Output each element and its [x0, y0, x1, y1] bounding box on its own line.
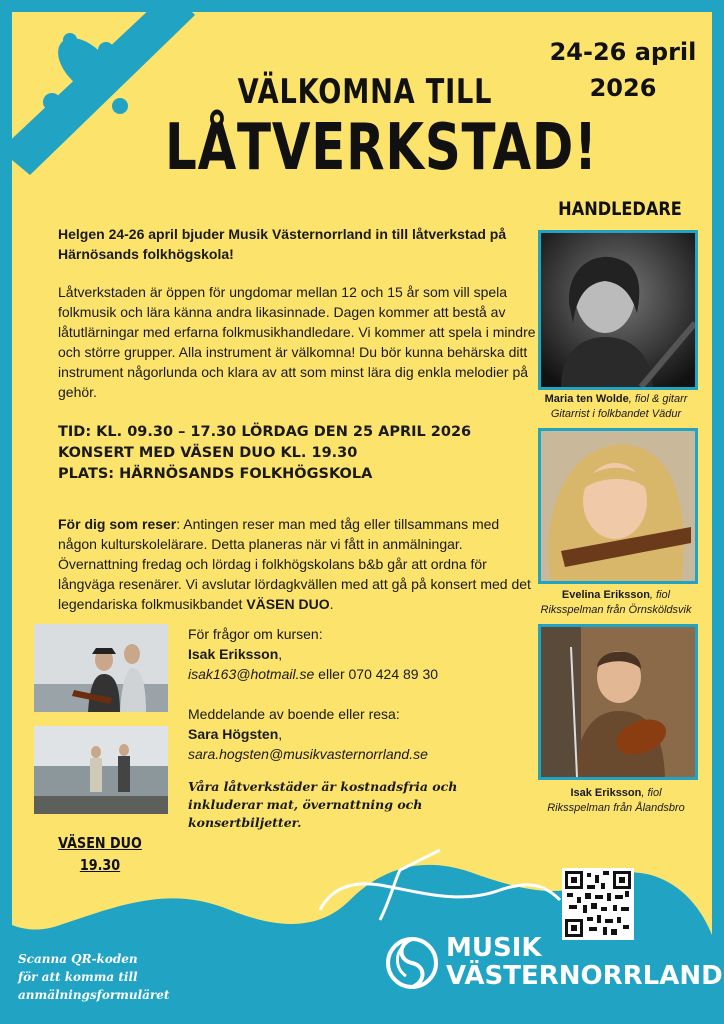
logo-vasternorrland: VÄSTERNORRLAND	[446, 961, 723, 991]
leader-instrument: , fiol	[641, 787, 662, 799]
musik-vasternorrland-logo-icon	[384, 930, 440, 996]
travel-band: VÄSEN DUO	[246, 596, 330, 612]
caption-evelina	[530, 588, 702, 618]
contact-question-label: För frågor om kursen:	[188, 626, 323, 642]
photo-vasen-1	[34, 624, 168, 712]
body-text: Låtverkstaden är öppen för ungdomar mellan 12 och 15 år som vill spela folkmusik och lära känna andra likasinnade. Dagen kommer att bestå av låtutlärningar med erfarna folkmusikhandledare. Vi kommer att spela i mindre och större grupper. Alla instrument är välkomna! Du bör kunna behärska ditt instrument någorlunda och klara av att som minst lära dig enkla melodier på gehör.	[58, 284, 536, 400]
leader-role: Riksspelman från Örnsköldsvik	[540, 604, 692, 616]
travel-label: För dig som reser	[58, 516, 177, 532]
free-note: Våra låtverkstäder är kostnadsfria och inkluderar mat, övernattning och konsertbiljetter.	[188, 779, 458, 830]
title-line1: VÄLKOMNA TILL	[237, 72, 493, 112]
info-place: PLATS: HÄRNÖSANDS FOLKHÖGSKOLA	[58, 466, 373, 482]
contact-question-name: Isak Eriksson	[188, 646, 279, 662]
vasen-duo-label: VÄSEN DUO 19.30	[58, 834, 142, 874]
scan-instructions: Scanna QR-koden för att komma till anmälningsformuläret	[18, 952, 170, 1002]
contact-booking-name: Sara Högsten	[188, 726, 279, 742]
photo-maria	[538, 230, 698, 390]
contact-separator: ,	[278, 646, 283, 662]
leader-name: Evelina Eriksson	[561, 589, 650, 601]
contact-question-email[interactable]: isak163@hotmail.se	[188, 666, 315, 682]
contact-separator: ,	[278, 726, 283, 742]
info-concert: KONSERT MED VÄSEN DUO KL. 19.30	[58, 445, 358, 461]
contact-booking-email[interactable]: sara.hogsten@musikvasternorrland.se	[188, 746, 428, 762]
intro-text: Helgen 24-26 april bjuder Musik Västernorrland in till låtverkstad på Härnösands folkhögskola!	[58, 226, 507, 262]
info-block	[58, 422, 538, 485]
logo-musik: MUSIK	[446, 933, 542, 963]
travel-end: .	[329, 596, 334, 612]
contact-or: eller	[314, 666, 349, 682]
logo-text	[446, 934, 723, 990]
event-date: 24-26 april 2026	[549, 38, 697, 102]
caption-maria	[530, 392, 702, 422]
page-title: LÅTVERKSTAD!	[165, 111, 598, 185]
contact-booking-label: Meddelande av boende eller resa:	[188, 706, 400, 722]
contact-question-phone[interactable]: 070 424 89 30	[348, 666, 439, 682]
leader-instrument: , fiol	[649, 589, 671, 601]
travel-text: : Antingen reser man med tåg eller tillsammans med någon kulturskolelärare. Detta planeras när vi fått in anmälningar. Övernattning fredag och lördag i folkhögskolans b&b går att ordna för långväga resenärer. Vi avslutar lördagkvällen med att gå på konsert med det legendariska folkmusikbandet	[58, 516, 531, 612]
travel-info	[58, 514, 536, 614]
leader-role: Riksspelman från Ålandsbro	[547, 802, 685, 814]
contact-block	[188, 624, 528, 764]
photo-evelina	[538, 428, 698, 584]
leader-name: Maria ten Wolde	[544, 393, 629, 405]
photo-vasen-2	[34, 726, 168, 814]
qr-code[interactable]	[562, 868, 634, 940]
caption-isak	[530, 786, 702, 816]
leader-name: Isak Eriksson	[570, 787, 642, 799]
photo-isak	[538, 624, 698, 780]
leader-role: Gitarrist i folkbandet Vädur	[550, 408, 682, 420]
handledare-heading: HANDLEDARE	[558, 198, 682, 220]
leader-instrument: , fiol & gitarr	[628, 393, 688, 405]
info-time: TID: KL. 09.30 – 17.30 LÖRDAG DEN 25 APRIL 2026	[58, 424, 472, 440]
